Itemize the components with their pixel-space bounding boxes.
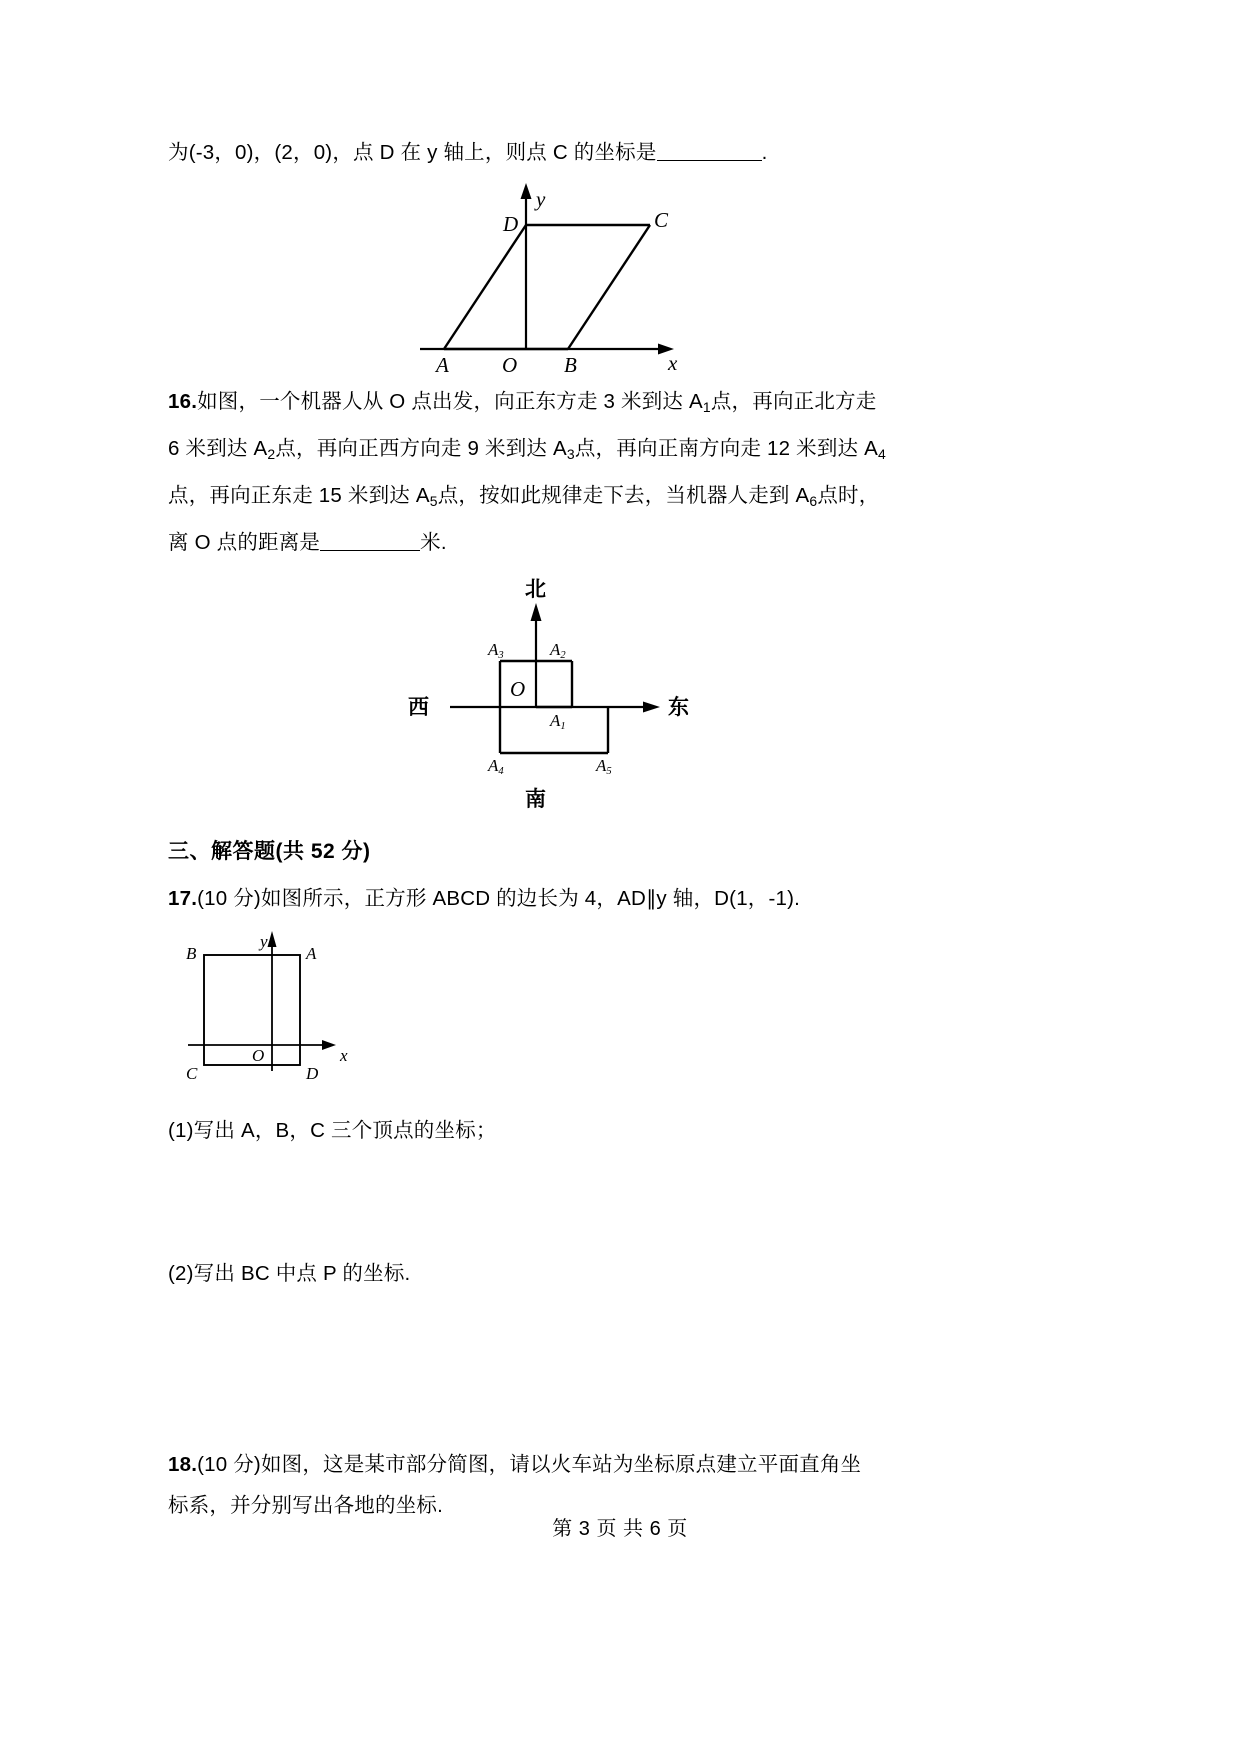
q17-label-O: O — [252, 1045, 265, 1065]
q15-label-C: C — [654, 208, 669, 232]
q17-label-A: A — [306, 943, 317, 963]
q16-figure — [168, 575, 958, 825]
question-16-line-2 — [168, 428, 958, 475]
q15-figure-svg — [168, 177, 958, 367]
q16-line3-sub2: 6 — [809, 492, 818, 509]
question-16-line-4 — [168, 522, 958, 563]
q16-line2-sub2: 3 — [566, 445, 575, 462]
q18-line2-text: 标系，并分别写出各地的坐标. — [168, 1493, 443, 1517]
q16-line1-sub: 1 — [702, 398, 711, 415]
q17-label-y: y — [260, 931, 268, 951]
q16-label-east: 东 — [668, 695, 689, 719]
q17-sub2-text: (2)写出 BC 中点 P 的坐标. — [168, 1261, 411, 1285]
q16-label-south: 南 — [525, 787, 546, 811]
segment-cb — [568, 225, 650, 349]
north-axis-arrow — [531, 603, 542, 621]
q17-figure-svg — [168, 923, 958, 1088]
q15-figure — [168, 177, 958, 377]
page-footer — [0, 1512, 1240, 1541]
section-3-score: (共 52 分) — [275, 839, 371, 863]
q16-label-A2: $A_2$ — [550, 639, 566, 661]
q16-line2-a: 6 米到达 A — [168, 436, 268, 460]
q15-text: 为(-3，0)，(2，0)，点 D 在 y 轴上，则点 C 的坐标是 — [168, 141, 657, 164]
q18-line1-text: (10 分)如图，这是某市部分简图，请以火车站为坐标原点建立平面直角坐 — [197, 1452, 862, 1476]
page-content — [168, 0, 958, 1526]
q15-label-y: y — [536, 187, 546, 211]
q16-line2-b: 点，再向正西方向走 9 米到达 A — [275, 436, 567, 460]
q16-label-west: 西 — [408, 695, 429, 719]
q16-line3-c: 点时， — [817, 483, 880, 507]
question-17-line-1 — [168, 878, 958, 919]
q15-period: . — [761, 141, 768, 164]
q16-label-O: O — [510, 676, 526, 701]
section-3-heading — [168, 831, 958, 872]
question-16-line-3 — [168, 475, 958, 522]
q16-line4-b: 米. — [420, 530, 447, 554]
q17-label-B: B — [186, 943, 197, 963]
q16-label-A1: $A_1$ — [550, 710, 566, 732]
q16-label-A4: $A_4$ — [488, 755, 504, 777]
east-axis-arrow — [643, 701, 660, 712]
q15-label-O: O — [502, 353, 518, 377]
y-axis-arrow — [521, 183, 532, 199]
q16-line2-sub3: 4 — [878, 445, 886, 462]
q15-label-x: x — [668, 351, 678, 375]
q16-line2-sub1: 2 — [267, 445, 276, 462]
q15-answer-blank[interactable] — [657, 160, 762, 161]
question-17-sub-2 — [168, 1253, 958, 1294]
question-17-sub-1 — [168, 1110, 958, 1151]
question-16-line-1 — [168, 381, 958, 428]
q15-label-A: A — [436, 353, 449, 377]
q16-line3-a: 点，再向正东走 15 米到达 A — [168, 483, 430, 507]
q15-label-D: D — [503, 212, 519, 236]
segment-ad — [444, 225, 526, 349]
q17-label-x: x — [340, 1045, 348, 1065]
q17-figure — [168, 923, 958, 1088]
q17-text: (10 分)如图所示，正方形 ABCD 的边长为 4，AD∥y 轴，D(1，-1). — [197, 886, 801, 910]
q16-number: 16. — [168, 390, 198, 413]
q16-label-A3: $A_3$ — [488, 639, 504, 661]
q16-line3-sub1: 5 — [429, 492, 438, 509]
q16-line3-b: 点，按如此规律走下去，当机器人走到 A — [437, 483, 810, 507]
q16-line1-a: 如图，一个机器人从 O 点出发，向正东方走 3 米到达 A — [197, 390, 703, 413]
q17-label-D: D — [306, 1063, 319, 1083]
q17-number: 17. — [168, 886, 198, 910]
q16-line1-b: 点，再向正北方走 — [710, 390, 877, 413]
question-15-continued — [168, 132, 958, 173]
q16-label-A5: $A_5$ — [596, 755, 612, 777]
q16-line4-a: 离 O 点的距离是 — [168, 530, 321, 554]
x-axis-arrow — [322, 1040, 336, 1050]
q15-label-B: B — [564, 353, 577, 377]
q18-number: 18. — [168, 1452, 198, 1476]
q16-figure-svg — [168, 575, 958, 825]
q16-answer-blank[interactable] — [320, 550, 420, 551]
q16-line2-c: 点，再向正南方向走 12 米到达 A — [574, 436, 879, 460]
q17-sub1-text: (1)写出 A，B，C 三个顶点的坐标； — [168, 1118, 497, 1142]
section-3-prefix: 三、 — [168, 839, 211, 863]
q16-label-north: 北 — [525, 577, 546, 601]
q17-label-C: C — [186, 1063, 198, 1083]
question-18-line-1 — [168, 1444, 958, 1485]
page-footer-text: 第 3 页 共 6 页 — [552, 1518, 688, 1540]
y-axis-arrow — [268, 931, 277, 947]
section-3-name: 解答题 — [211, 839, 276, 863]
